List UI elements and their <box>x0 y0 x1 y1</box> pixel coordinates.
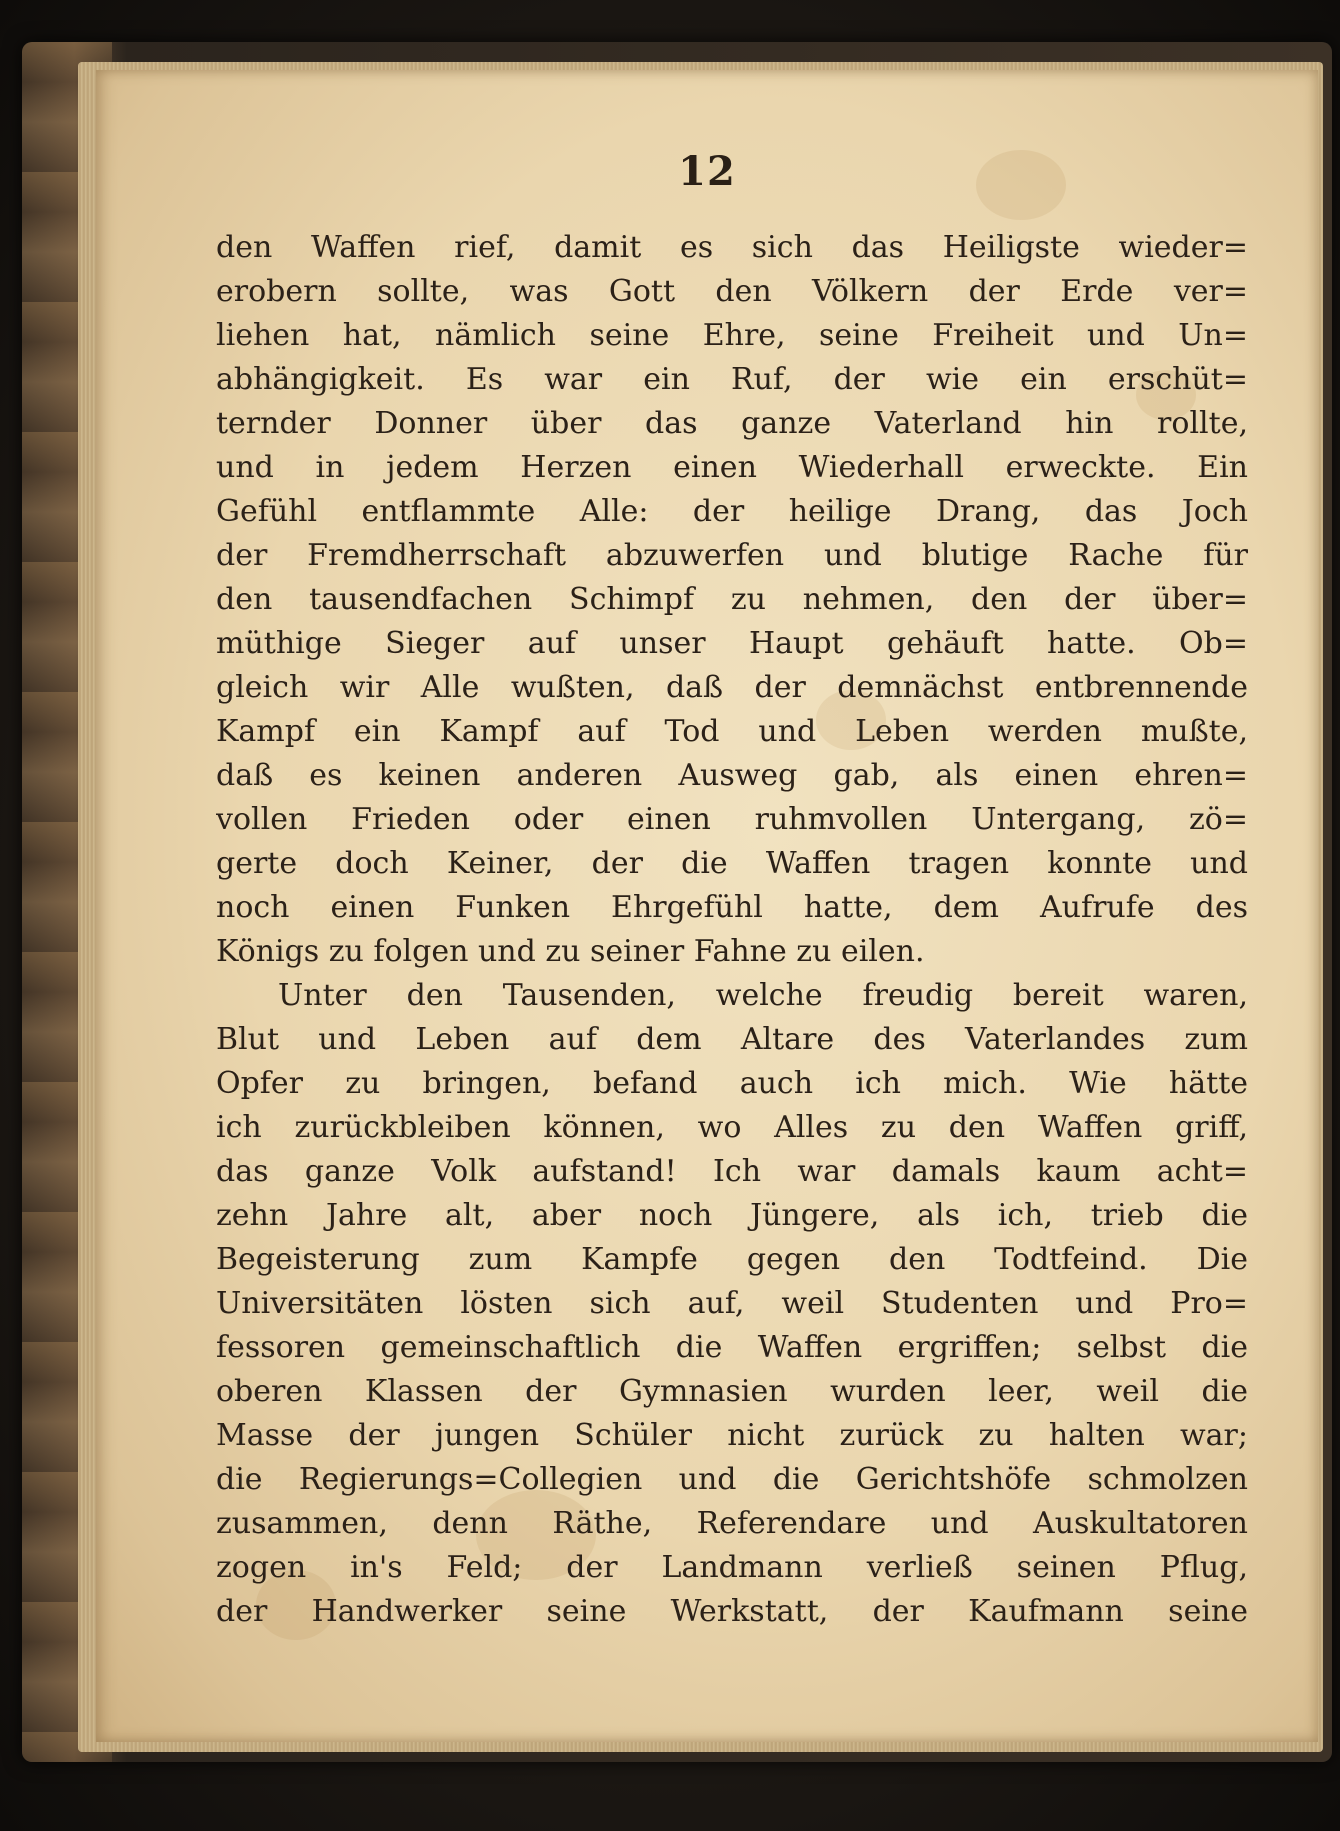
text-line: gerte doch Keiner, der die Waffen tragen konnte und <box>216 846 1248 881</box>
text-line: müthige Sieger auf unser Haupt gehäuft hatte. Ob= <box>216 626 1248 661</box>
text-line: oberen Klassen der Gymnasien wurden leer, weil die <box>216 1374 1248 1409</box>
text-line: noch einen Funken Ehrgefühl hatte, dem Aufrufe des <box>216 890 1248 925</box>
text-line: den tausendfachen Schimpf zu nehmen, den der über= <box>216 582 1248 617</box>
text-line: abhängigkeit. Es war ein Ruf, der wie ein erschüt= <box>216 362 1248 397</box>
paragraph-end-line: Königs zu folgen und zu seiner Fahne zu eilen. <box>216 934 925 969</box>
text-line: daß es keinen anderen Ausweg gab, als einen ehren= <box>216 758 1248 793</box>
text-line: ich zurückbleiben können, wo Alles zu den Waffen griff, <box>216 1110 1248 1145</box>
page-number: 12 <box>678 148 736 195</box>
text-line: die Regierungs=Collegien und die Gerichtshöfe schmolzen <box>216 1462 1248 1497</box>
paragraph-start-line: Unter den Tausenden, welche freudig bereit waren, <box>278 978 1248 1013</box>
text-line: der Handwerker seine Werkstatt, der Kaufmann seine <box>216 1594 1248 1629</box>
page-body-text <box>216 226 1248 1634</box>
text-line: fessoren gemeinschaftlich die Waffen ergriffen; selbst die <box>216 1330 1248 1365</box>
text-line: und in jedem Herzen einen Wiederhall erweckte. Ein <box>216 450 1248 485</box>
text-line: zehn Jahre alt, aber noch Jüngere, als ich, trieb die <box>216 1198 1248 1233</box>
text-line: Kampf ein Kampf auf Tod und Leben werden mußte, <box>216 714 1248 749</box>
text-line: Begeisterung zum Kampfe gegen den Todtfeind. Die <box>216 1242 1248 1277</box>
text-line: vollen Frieden oder einen ruhmvollen Untergang, zö= <box>216 802 1248 837</box>
book-page <box>96 70 1318 1742</box>
text-line: der Fremdherrschaft abzuwerfen und blutige Rache für <box>216 538 1248 573</box>
text-line: zusammen, denn Räthe, Referendare und Auskultatoren <box>216 1506 1248 1541</box>
text-line: ternder Donner über das ganze Vaterland hin rollte, <box>216 406 1248 441</box>
text-line: den Waffen rief, damit es sich das Heiligste wieder= <box>216 230 1248 265</box>
text-line: das ganze Volk aufstand! Ich war damals kaum acht= <box>216 1154 1248 1189</box>
text-line: erobern sollte, was Gott den Völkern der Erde ver= <box>216 274 1248 309</box>
text-line: zogen in's Feld; der Landmann verließ seinen Pflug, <box>216 1550 1248 1585</box>
text-line: Masse der jungen Schüler nicht zurück zu halten war; <box>216 1418 1248 1453</box>
text-line: Universitäten lösten sich auf, weil Studenten und Pro= <box>216 1286 1248 1321</box>
text-line: Opfer zu bringen, befand auch ich mich. Wie hätte <box>216 1066 1248 1101</box>
text-line: Blut und Leben auf dem Altare des Vaterlandes zum <box>216 1022 1248 1057</box>
text-line: Gefühl entflammte Alle: der heilige Drang, das Joch <box>216 494 1248 529</box>
text-line: gleich wir Alle wußten, daß der demnächst entbrennende <box>216 670 1248 705</box>
text-line: liehen hat, nämlich seine Ehre, seine Freiheit und Un= <box>216 318 1248 353</box>
